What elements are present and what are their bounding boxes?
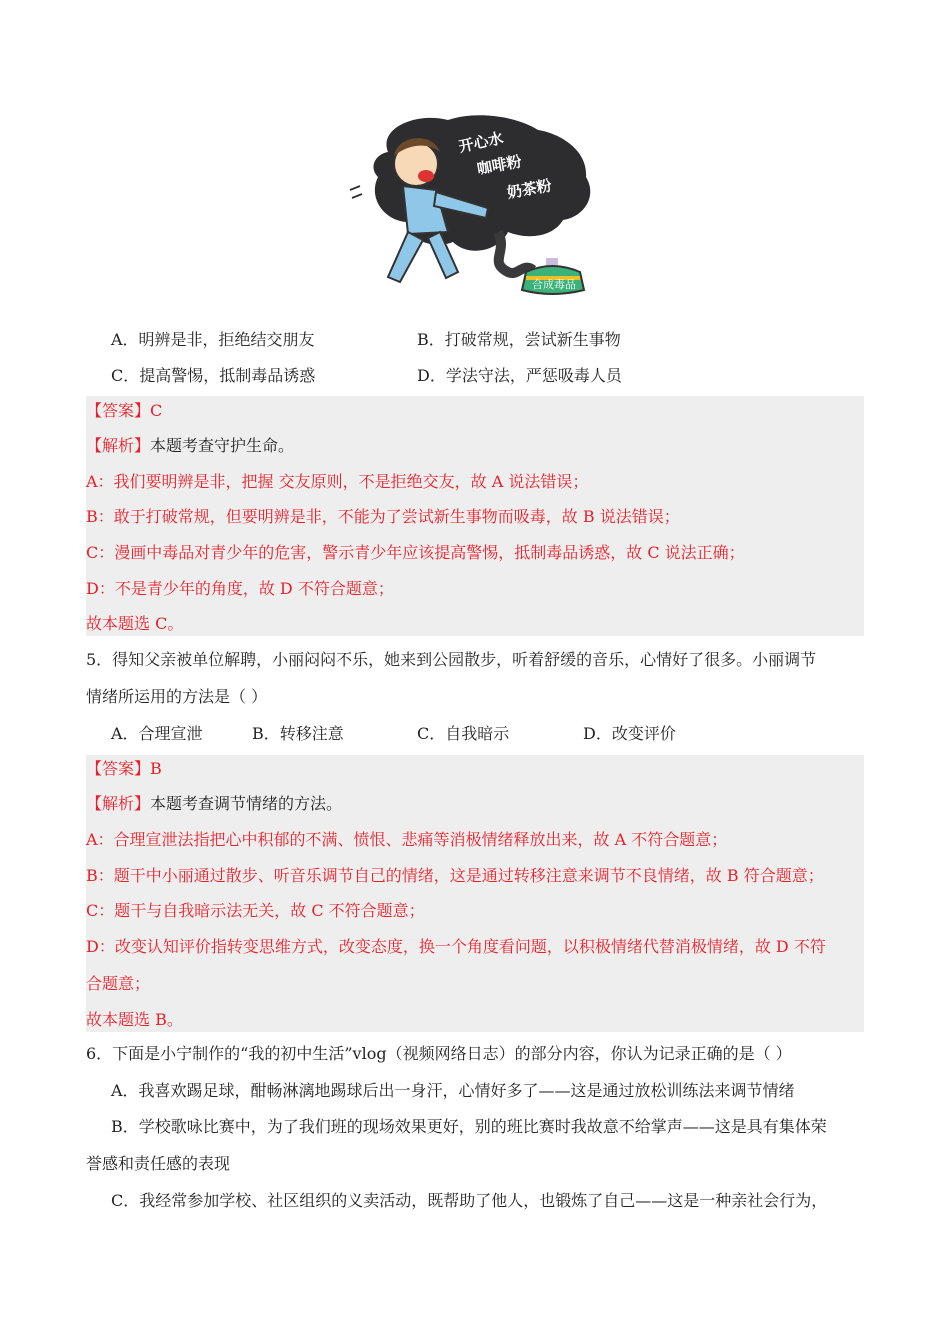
cloud-word-3: 奶茶粉 xyxy=(505,176,554,202)
q5-analysis xyxy=(86,793,342,815)
q4-analysis-line: B：敢于打破常规，但要明辨是非，不能为了尝试新生事物而吸毒，故 B 说法错误； xyxy=(86,507,680,526)
q6-stem: 6．下面是小宁制作的“我的初中生活”vlog（视频网络日志）的部分内容，你认为记录正确的是（ ） xyxy=(86,1044,792,1063)
analysis-text: 本题考查守护生命。 xyxy=(150,436,295,455)
q4-answer: 【答案】C xyxy=(86,401,163,420)
cloud-word-2: 咖啡粉 xyxy=(475,152,524,178)
q5-stem-cont: 情绪所运用的方法是（ ） xyxy=(86,687,268,706)
q6-option-a: A．我喜欢踢足球，酣畅淋漓地踢球后出一身汗，心情好多了——这是通过放松训练法来调节情绪 xyxy=(111,1081,795,1100)
analysis-label: 【解析】 xyxy=(86,794,151,813)
q4-analysis-line: C：漫画中毒品对青少年的危害，警示青少年应该提高警惕，抵制毒品诱惑，故 C 说法正确； xyxy=(86,543,745,562)
q5-analysis-line: A：合理宣泄法指把心中积郁的不满、愤恨、悲痛等消极情绪释放出来，故 A 不符合题意； xyxy=(86,830,728,849)
q6-option-b-cont: 誉感和责任感的表现 xyxy=(86,1154,231,1173)
q5-option-c: C．自我暗示 xyxy=(417,724,510,743)
q5-conclusion: 故本题选 B。 xyxy=(86,1010,183,1029)
analysis-text: 本题考查调节情绪的方法。 xyxy=(150,794,343,813)
cloud-word-1: 开心水 xyxy=(457,128,505,156)
q5-analysis-line: D：改变认知评价指转变思维方式，改变态度，换一个角度看问题，以积极情绪代替消极情绪，故 D 不符 xyxy=(86,937,826,956)
analysis-label: 【解析】 xyxy=(86,436,151,455)
q4-analysis xyxy=(86,435,294,457)
q5-stem: 5．得知父亲被单位解聘，小丽闷闷不乐，她来到公园散步，听着舒缓的音乐，心情好了很多。小丽调节 xyxy=(86,650,817,669)
q5-option-b: B．转移注意 xyxy=(252,724,344,743)
q4-conclusion: 故本题选 C。 xyxy=(86,614,184,633)
q4-option-d: D．学法守法，严惩吸毒人员 xyxy=(417,366,622,385)
q4-analysis-line: A：我们要明辨是非，把握 交友原则，不是拒绝交友，故 A 说法错误； xyxy=(86,472,589,491)
q4-option-c: C．提高警惕，抵制毒品诱惑 xyxy=(111,366,316,385)
q5-answer: 【答案】B xyxy=(86,759,162,778)
anti-drug-cartoon xyxy=(348,112,600,302)
q4-option-b: B．打破常规，尝试新生事物 xyxy=(417,330,621,349)
smoke-trail xyxy=(498,232,533,273)
q5-option-d: D．改变评价 xyxy=(583,724,676,743)
q4-option-a: A．明辨是非，拒绝结交朋友 xyxy=(111,330,315,349)
q5-analysis-line: B：题干中小丽通过散步、听音乐调节自己的情绪，这是通过转移注意来调节不良情绪，故 B 符合题意； xyxy=(86,866,824,885)
q6-option-b: B．学校歌咏比赛中，为了我们班的现场效果更好，别的班比赛时我故意不给掌声——这是具有集体荣 xyxy=(111,1117,827,1136)
q5-option-a: A．合理宣泄 xyxy=(111,724,203,743)
bottle-label: 合成毒品 xyxy=(532,278,576,291)
q6-option-c: C．我经常参加学校、社区组织的义卖活动，既帮助了他人，也锻炼了自己——这是一种亲社会行为， xyxy=(111,1191,828,1210)
q5-analysis-line: 合题意； xyxy=(86,974,151,993)
q4-analysis-line: D：不是青少年的角度，故 D 不符合题意； xyxy=(86,579,394,598)
q5-analysis-line: C：题干与自我暗示法无关，故 C 不符合题意； xyxy=(86,901,425,920)
